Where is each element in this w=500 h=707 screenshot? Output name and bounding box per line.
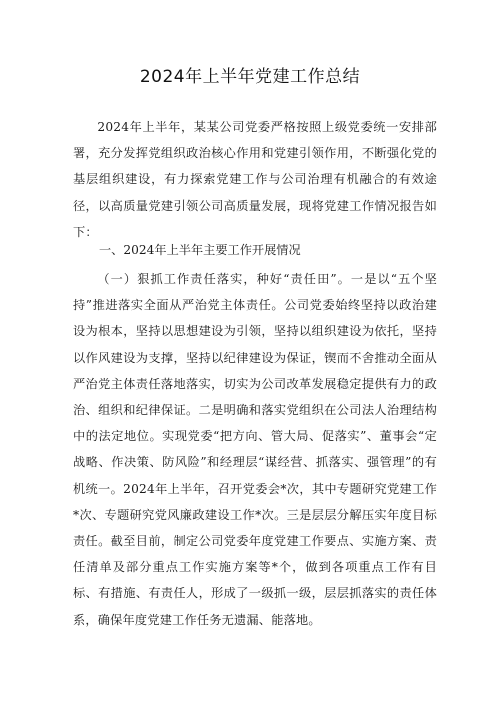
intro-paragraph: 2024年上半年，某某公司党委严格按照上级党委统一安排部署，充分发挥党组织政治核心作用和党建引领作用，不断强化党的基层组织建设，有力探索党建工作与公司治理有机融合的有效途径，以高质量党建引领公司高质量发展，现将党建工作情况报告如下： bbox=[73, 120, 437, 239]
body-paragraph: （一）狠抓工作责任落实，种好“责任田”。一是以“五个坚持”推进落实全面从严治党主体责任。公司党委始终坚持以政治建设为根本，坚持以思想建设为引领，坚持以组织建设为依托，坚持以作风建设为支撑，坚持以纪律建设为保证，锲而不舍推动全面从严治党主体责任落地落实，切实为公司改革发展稳定提供有力的政治、组织和纪律保证。二是明确和落实党组织在公司法人治理结构中的法定地位。实现党委“把方向、管大局、促落实”、董事会“定战略、作决策、防风险”和经理层“谋经营、抓落实、强管理”的有机统一。2024年上半年，召开党委会*次，其中专题研究党建工作*次、专题研究党风廉政建设工作*次。三是层层分解压实年度目标责任。截至目前，制定公司党委年度党建工作要点、实施方案、责任清单及部分重点工作实施方案等*个，做到各项重点工作有目标、有措施、有责任人，形成了一级抓一级，层层抓落实的责任体系，确保年度党建工作任务无遗漏、能落地。 bbox=[73, 272, 437, 627]
document-title: 2024年上半年党建工作总结 bbox=[139, 67, 361, 87]
section-heading: 一、2024年上半年主要工作开展情况 bbox=[99, 243, 301, 257]
